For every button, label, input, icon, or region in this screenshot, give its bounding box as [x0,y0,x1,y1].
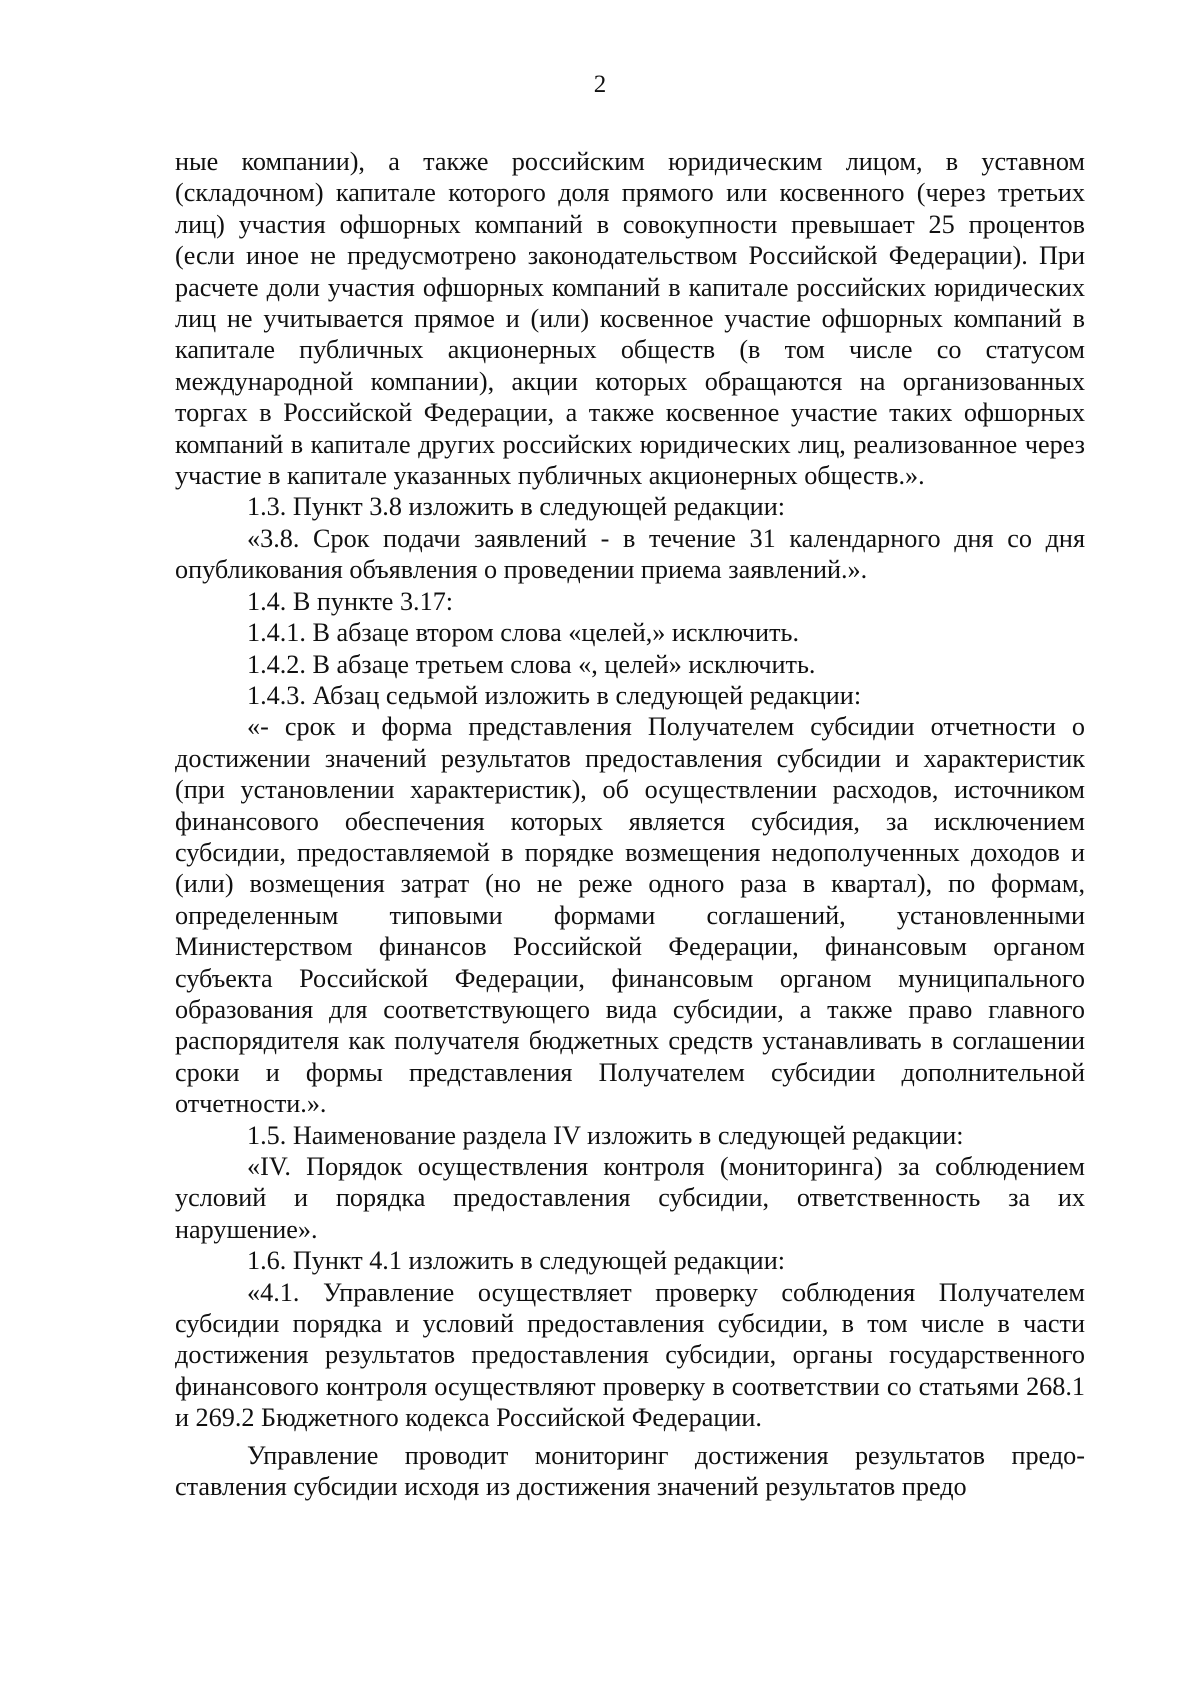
paragraph-section-iv-title: «IV. Порядок осуществления контроля (мониторинга) за соблюдением условий и порядка предоставления субсидии, ответственность за их нарушение». [175,1152,1085,1244]
paragraph-item-1-5: 1.5. Наименование раздела IV изложить в следующей редакции: [247,1120,964,1150]
paragraph-item-3-8-text: «3.8. Срок подачи заявлений - в течение 31 календарного дня со дня опубликования объявления о проведении приема заявлений.». [175,523,1085,585]
paragraph-item-1-4-3: 1.4.3. Абзац седьмой изложить в следующей редакции: [247,680,862,710]
paragraph-item-1-4-1: 1.4.1. В абзаце втором слова «целей,» исключить. [247,618,800,648]
paragraph-item-1-4: 1.4. В пункте 3.17: [247,586,454,616]
paragraph-reporting-terms: «- срок и форма представления Получателем субсидии отчетности о достижении значений результатов предоставления субсидии и характеристик (при установлении характеристик), об осуществлении расходов, источником финансового обеспечения которых является субсидия, за исключением субсидии, предоставляемой в порядке возмещения недополученных доходов и (или) возмещения затрат (но не реже одного раза в квартал), по формам, определенным типовыми формами соглашений, установленными Министерством финансов Российской Федерации, финансовым органом субъекта Российской Федерации, финансовым органом муниципального образования для соответствующего вида субсидии, а также право главного распорядителя как получателя бюджетных средств устанавливать в соглашении сроки и формы представления Получателем субсидии дополнительной отчетности.». [175,712,1085,1119]
page-number: 2 [593,71,607,98]
paragraph-item-1-3: 1.3. Пункт 3.8 изложить в следующей редакции: [247,492,785,522]
paragraph-offshore-continuation: ные компании), а также российским юридическим лицом, в уставном (складочном) капитале которого доля прямого или косвенного (через третьих лиц) участия офшорных компаний в совокупности превышает 25 процентов (если иное не предусмотрено законодательством Российской Федерации). При расчете доли участия офшорных компаний в капитале российских юридических лиц не учитывается прямое и (или) косвенное участие офшорных компаний в капитале публичных акционерных обществ (в том числе со статусом международной компании), акции которых обращаются на организованных торгах в Российской Федерации, а также косвенное участие таких офшорных компаний в капитале других российских юридических лиц, реализованное через участие в капитале указанных публичных акционерных обществ.». [175,147,1085,491]
document-body [175,146,1085,1502]
paragraph-item-1-6: 1.6. Пункт 4.1 изложить в следующей редакции: [247,1246,785,1276]
paragraph-item-4-1-text: «4.1. Управление осуществляет проверку соблюдения Получателем субсидии порядка и условий предоставления субсидии, в том числе в части достижения результатов предоставления субсидии, органы государственного финансового контроля осуществляют проверку в соответствии со статьями 268.1 и 269.2 Бюджетного кодекса Российской Федерации. [175,1277,1085,1433]
paragraph-item-1-4-2: 1.4.2. В абзаце третьем слова «, целей» исключить. [247,649,816,679]
paragraph-monitoring: Управление проводит мониторинг достижения результатов предоставления субсидии исходя из достижения значений результатов предо [175,1440,1085,1502]
